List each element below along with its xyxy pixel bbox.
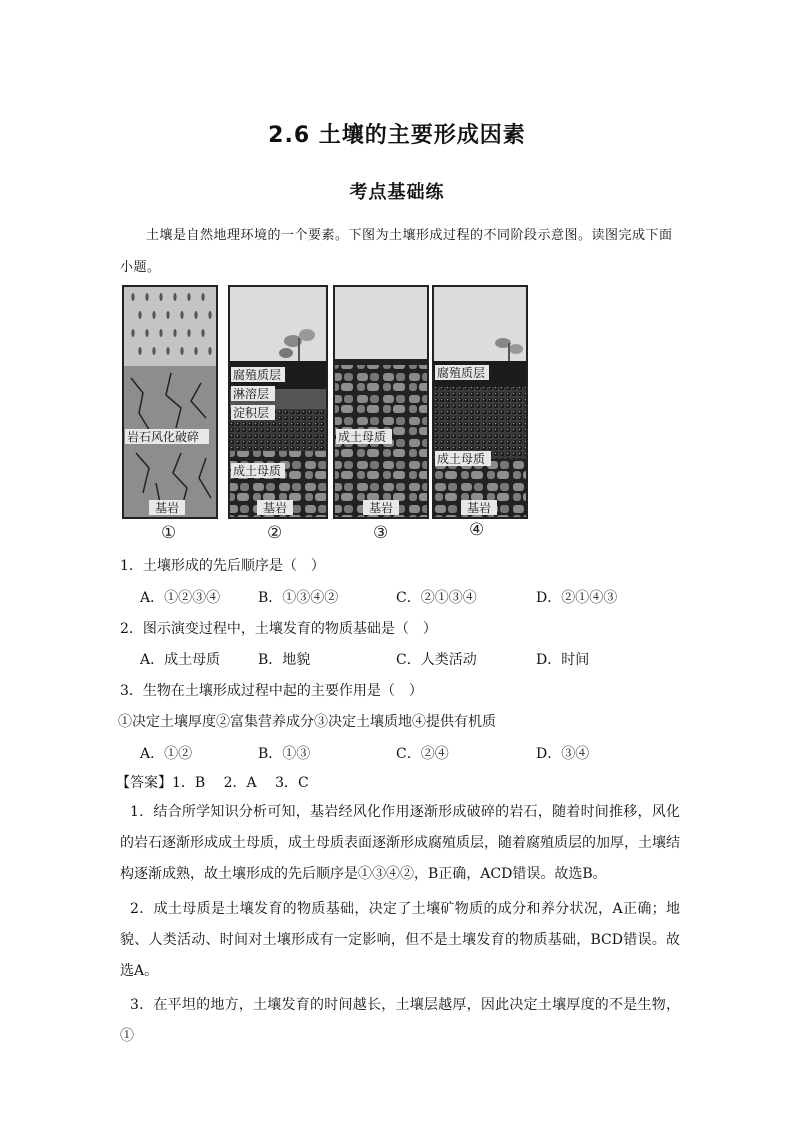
- question-1-option-d[interactable]: D．②①④③: [536, 590, 618, 606]
- question-3-option-b[interactable]: B．①③: [258, 746, 311, 762]
- panel-2-label-1: 淋溶层: [233, 387, 270, 401]
- panel-2-label-4: 基岩: [263, 501, 288, 515]
- panel-3-label-0: 成土母质: [338, 430, 387, 444]
- panel-2-label-0: 腐殖质层: [233, 368, 282, 382]
- question-2-stem: 2．图示演变过程中，土壤发育的物质基础是（ ）: [120, 621, 437, 637]
- explanation-1: 1．结合所学知识分析可知，基岩经风化作用逐渐形成破碎的岩石，随着时间推移，风化的岩石逐渐形成成土母质，成土母质表面逐渐形成腐殖质层，随着腐殖质层的加厚，土壤结构逐渐成熟，故土壤形成的先后顺序是①③④②，B正确，ACD错误。故选B。: [120, 804, 680, 882]
- question-3-stem: 3．生物在土壤形成过程中起的主要作用是（ ）: [120, 683, 423, 699]
- panel-2-label-3: 成土母质: [233, 464, 282, 478]
- soil-formation-figure: [121, 283, 531, 543]
- question-2-option-d[interactable]: D．时间: [536, 652, 590, 668]
- question-2-option-a[interactable]: A．成土母质: [140, 652, 221, 668]
- panel-2-number: ②: [267, 523, 283, 543]
- question-3-option-d[interactable]: D．③④: [536, 746, 590, 762]
- question-3-statements: ①决定土壤厚度②富集营养成分③决定土壤质地④提供有机质: [118, 714, 496, 730]
- panel-2: [229, 286, 327, 543]
- answer-key: 【答案】1．B 2．A 3．C: [116, 775, 309, 791]
- page-title: 2.6 土壤的主要形成因素: [268, 123, 526, 148]
- panel-3: [334, 286, 428, 543]
- panel-1: [123, 286, 217, 543]
- panel-4-label-0: 腐殖质层: [437, 366, 486, 380]
- panel-4-label-2: 基岩: [467, 501, 492, 515]
- panel-1-number: ①: [161, 523, 177, 543]
- question-3-option-c[interactable]: C．②④: [396, 746, 449, 762]
- panel-1-label-1: 基岩: [155, 501, 180, 515]
- panel-1-label-0: 岩石风化破碎: [127, 430, 200, 444]
- question-1-option-c[interactable]: C．②①③④: [396, 590, 477, 606]
- panel-3-label-1: 基岩: [369, 501, 394, 515]
- question-2-option-b[interactable]: B．地貌: [258, 652, 311, 668]
- panel-4-number: ④: [469, 520, 485, 540]
- panel-4: [433, 286, 527, 540]
- question-3-option-a[interactable]: A．①②: [140, 746, 193, 762]
- question-1-option-a[interactable]: A．①②③④: [140, 590, 221, 606]
- explanation-3: 3．在平坦的地方，土壤发育的时间越长，土壤层越厚，因此决定土壤厚度的不是生物，①: [120, 997, 680, 1044]
- section-title: 考点基础练: [349, 182, 445, 203]
- panel-4-label-1: 成土母质: [437, 452, 486, 466]
- panel-2-label-2: 淀积层: [233, 406, 270, 420]
- question-1-stem: 1．土壤形成的先后顺序是（ ）: [120, 558, 325, 574]
- question-2-option-c[interactable]: C．人类活动: [396, 652, 477, 668]
- question-1-option-b[interactable]: B．①③④②: [258, 590, 339, 606]
- intro-paragraph: 土壤是自然地理环境的一个要素。下图为土壤形成过程的不同阶段示意图。读图完成下面小题。: [120, 228, 673, 275]
- panel-3-number: ③: [373, 523, 389, 543]
- explanation-2: 2．成土母质是土壤发育的物质基础，决定了土壤矿物质的成分和养分状况，A正确；地貌、人类活动、时间对土壤形成有一定影响，但不是土壤发育的物质基础，BCD错误。故选A。: [120, 901, 680, 979]
